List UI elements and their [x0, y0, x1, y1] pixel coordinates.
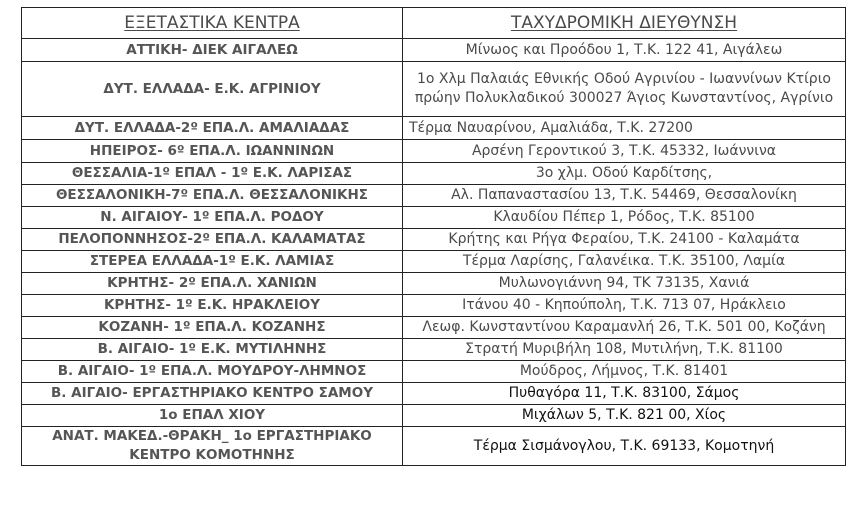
postal-address: Κρήτης και Ρήγα Φεραίου, Τ.Κ. 24100 - Καλαμάτα [403, 229, 846, 251]
exam-centers-table-wrapper [21, 7, 846, 466]
exam-center-name: Ν. ΑΙΓΑΙΟΥ- 1º ΕΠΑ.Λ. ΡΟΔΟΥ [22, 207, 403, 229]
postal-address: Μυλωνογιάννη 94, ΤΚ 73135, Χανιά [403, 273, 846, 295]
table-row [22, 62, 846, 117]
table-row [22, 117, 846, 140]
exam-center-name: ΘΕΣΣΑΛΙΑ-1º ΕΠΑΛ - 1º Ε.Κ. ΛΑΡΙΣΑΣ [22, 163, 403, 185]
postal-address: Τέρμα Λαρίσης, Γαλανέικα. Τ.Κ. 35100, Λαμία [403, 251, 846, 273]
postal-address: 3ο χλμ. Οδού Καρδίτσης, [403, 163, 846, 185]
postal-address: Μούδρος, Λήμνος, Τ.Κ. 81401 [403, 361, 846, 383]
table-row [22, 317, 846, 339]
exam-center-name: ΘΕΣΣΑΛΟΝΙΚΗ-7º ΕΠΑ.Λ. ΘΕΣΣΑΛΟΝΙΚΗΣ [22, 185, 403, 207]
postal-address: Μίνωος και Προόδου 1, Τ.Κ. 122 41, Αιγάλεω [403, 39, 846, 62]
table-row [22, 140, 846, 163]
exam-center-name: ΑΤΤΙΚΗ- ΔΙΕΚ ΑΙΓΑΛΕΩ [22, 39, 403, 62]
exam-center-name: Β. ΑΙΓΑΙΟ- 1º Ε.Κ. ΜΥΤΙΛΗΝΗΣ [22, 339, 403, 361]
table-row [22, 251, 846, 273]
exam-center-name: ΚΡΗΤΗΣ- 2º ΕΠΑ.Λ. ΧΑΝΙΩΝ [22, 273, 403, 295]
exam-center-name: Β. ΑΙΓΑΙΟ- ΕΡΓΑΣΤΗΡΙΑΚΟ ΚΕΝΤΡΟ ΣΑΜΟΥ [22, 383, 403, 405]
exam-center-name: ΔΥΤ. ΕΛΛΑΔΑ- Ε.Κ. ΑΓΡΙΝΙΟΥ [22, 62, 403, 117]
exam-center-name: ΑΝΑΤ. ΜΑΚΕΔ.-ΘΡΑΚΗ_ 1ο ΕΡΓΑΣΤΗΡΙΑΚΟ ΚΕΝΤΡΟ ΚΟΜΟΤΗΝΗΣ [22, 427, 403, 466]
postal-address: Τέρμα Ναυαρίνου, Αμαλιάδα, Τ.Κ. 27200 [403, 117, 846, 140]
exam-center-name: ΚΡΗΤΗΣ- 1º Ε.Κ. ΗΡΑΚΛΕΙΟΥ [22, 295, 403, 317]
postal-address: Ιτάνου 40 - Κηπούπολη, Τ.Κ. 713 07, Ηράκλειο [403, 295, 846, 317]
exam-center-name: ΚΟΖΑΝΗ- 1º ΕΠΑ.Λ. ΚΟΖΑΝΗΣ [22, 317, 403, 339]
exam-center-name: ΗΠΕΙΡΟΣ- 6º ΕΠΑ.Λ. ΙΩΑΝΝΙΝΩΝ [22, 140, 403, 163]
exam-center-name: ΣΤΕΡΕΑ ΕΛΛΑΔΑ-1º Ε.Κ. ΛΑΜΙΑΣ [22, 251, 403, 273]
postal-address: 1ο Χλμ Παλαιάς Εθνικής Οδού Αγρινίου - Ιωαννίνων Κτίριο πρώην Πολυκλαδικού 300027 Άγιος Κωνσταντίνος, Αγρίνιο [403, 62, 846, 117]
table-row [22, 339, 846, 361]
header-exam-centers: ΕΞΕΤΑΣΤΙΚΑ ΚΕΝΤΡΑ [22, 8, 403, 39]
table-header-row [22, 8, 846, 39]
postal-address: Πυθαγόρα 11, Τ.Κ. 83100, Σάμος [403, 383, 846, 405]
postal-address: Μιχάλων 5, Τ.Κ. 821 00, Χίος [403, 405, 846, 427]
table-row [22, 273, 846, 295]
exam-center-name: Β. ΑΙΓΑΙΟ- 1º ΕΠΑ.Λ. ΜΟΥΔΡΟΥ-ΛΗΜΝΟΣ [22, 361, 403, 383]
table-row [22, 207, 846, 229]
table-row [22, 383, 846, 405]
table-row [22, 163, 846, 185]
header-postal-address: ΤΑΧΥΔΡΟΜΙΚΗ ΔΙΕΥΘΥΝΣΗ [403, 8, 846, 39]
table-row [22, 229, 846, 251]
exam-center-name: ΠΕΛΟΠΟΝΝΗΣΟΣ-2º ΕΠΑ.Λ. ΚΑΛΑΜΑΤΑΣ [22, 229, 403, 251]
table-row [22, 185, 846, 207]
table-row [22, 405, 846, 427]
exam-center-name: 1ο ΕΠΑΛ ΧΙΟΥ [22, 405, 403, 427]
postal-address: Αλ. Παπαναστασίου 13, Τ.Κ. 54469, Θεσσαλονίκη [403, 185, 846, 207]
postal-address: Αρσένη Γεροντικού 3, Τ.Κ. 45332, Ιωάννινα [403, 140, 846, 163]
postal-address: Στρατή Μυριβήλη 108, Μυτιλήνη, Τ.Κ. 81100 [403, 339, 846, 361]
table-row [22, 295, 846, 317]
table-row [22, 39, 846, 62]
table-row [22, 427, 846, 466]
postal-address: Τέρμα Σισμάνογλου, Τ.Κ. 69133, Κομοτηνή [403, 427, 846, 466]
postal-address: Λεωφ. Κωνσταντίνου Καραμανλή 26, Τ.Κ. 501 00, Κοζάνη [403, 317, 846, 339]
exam-center-name: ΔΥΤ. ΕΛΛΑΔΑ-2º ΕΠΑ.Λ. ΑΜΑΛΙΑΔΑΣ [22, 117, 403, 140]
exam-centers-table [21, 7, 846, 466]
table-row [22, 361, 846, 383]
postal-address: Κλαυδίου Πέπερ 1, Ρόδος, Τ.Κ. 85100 [403, 207, 846, 229]
